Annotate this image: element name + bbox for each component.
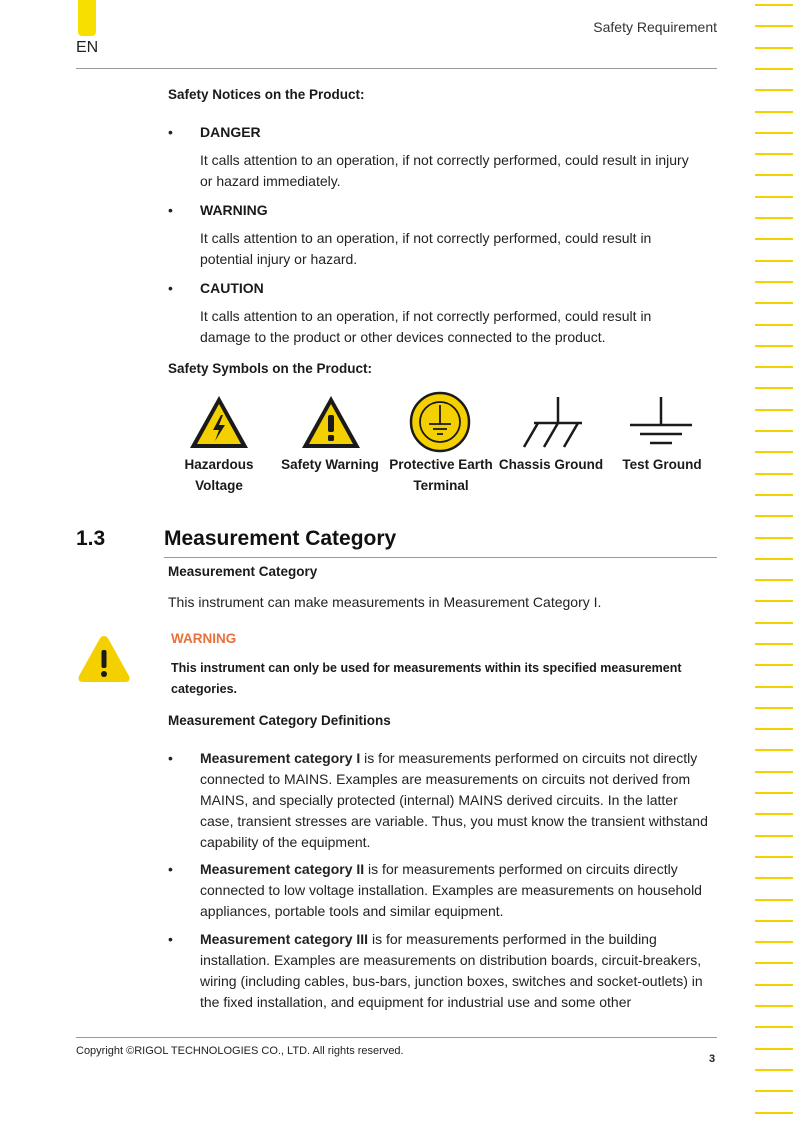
section-divider	[164, 557, 717, 558]
margin-stripe	[755, 515, 793, 517]
margin-stripe	[755, 494, 793, 496]
margin-stripe	[755, 174, 793, 176]
footer-copyright: Copyright ©RIGOL TECHNOLOGIES CO., LTD. All rights reserved.	[76, 1045, 404, 1057]
margin-stripe	[755, 4, 793, 6]
definition-cat-2: Measurement category II is for measurements performed on circuits directly connected to low voltage installation. Examples are measurements on household appliances, portable tools and similar equipment.	[200, 861, 702, 919]
margin-stripe	[755, 409, 793, 411]
margin-stripe	[755, 217, 793, 219]
margin-stripe	[755, 281, 793, 283]
bullet: •	[168, 750, 173, 766]
margin-stripe	[755, 643, 793, 645]
margin-stripe	[755, 707, 793, 709]
symbol-label-safety-warning: Safety Warning	[281, 457, 379, 472]
margin-stripe	[755, 579, 793, 581]
notice-term-danger: DANGER	[200, 124, 261, 140]
warning-label: WARNING	[171, 631, 237, 646]
page-number: 3	[709, 1053, 716, 1065]
notice-term-warning: WARNING	[200, 202, 268, 218]
margin-stripe	[755, 68, 793, 70]
chassis-ground-icon	[518, 395, 584, 451]
margin-stripes	[755, 0, 793, 1122]
margin-stripe	[755, 835, 793, 837]
margin-stripe	[755, 600, 793, 602]
margin-stripe	[755, 728, 793, 730]
protective-earth-icon	[409, 391, 471, 453]
margin-stripe	[755, 324, 793, 326]
margin-stripe	[755, 686, 793, 688]
symbol-label-chassis-ground: Chassis Ground	[498, 457, 604, 472]
safety-warning-icon	[299, 393, 363, 451]
margin-stripe	[755, 132, 793, 134]
bullet: •	[168, 861, 173, 877]
warning-text: This instrument can only be used for measurements within its specified measurement categories.	[171, 661, 682, 696]
margin-stripe	[755, 260, 793, 262]
header-divider	[76, 68, 717, 69]
margin-stripe	[755, 451, 793, 453]
margin-stripe	[755, 1005, 793, 1007]
definition-cat-3: Measurement category III is for measurements performed in the building installation. Examples are measurements on distribution boards, circuit-breakers, wiring (including cables, bus-bars, junction boxes, switches and socket-outlets) in the fixed installation, and equipment for industrial use and some other	[200, 931, 703, 1010]
notice-text-caution: It calls attention to an operation, if not correctly performed, could result in damage to the product or other devices connected to the product.	[200, 308, 652, 345]
definition-term: Measurement category III	[200, 931, 369, 947]
margin-stripe	[755, 366, 793, 368]
margin-stripe	[755, 25, 793, 27]
test-ground-icon	[628, 395, 694, 451]
notice-term-caution: CAUTION	[200, 280, 264, 296]
margin-stripe	[755, 196, 793, 198]
margin-stripe	[755, 47, 793, 49]
margin-stripe	[755, 771, 793, 773]
margin-stripe	[755, 941, 793, 943]
bullet: •	[168, 124, 173, 140]
margin-stripe	[755, 537, 793, 539]
symbol-label-hazardous-voltage: Hazardous Voltage	[184, 457, 254, 493]
bullet: •	[168, 931, 173, 947]
margin-stripe	[755, 962, 793, 964]
symbols-heading: Safety Symbols on the Product:	[168, 361, 373, 376]
warning-triangle-icon	[76, 632, 132, 686]
symbol-label-protective-earth: Protective Earth Terminal	[389, 457, 493, 493]
margin-stripe	[755, 877, 793, 879]
hazardous-voltage-icon	[187, 393, 251, 451]
margin-stripe	[755, 813, 793, 815]
notices-heading: Safety Notices on the Product:	[168, 87, 365, 102]
definition-cat-1: Measurement category I is for measurements performed on circuits not directly connected to MAINS. Examples are measurements on circuits not derived from MAINS, and specially protected (internal) MAINS derived circuits. In the latter case, transient stresses are variable. Thus, you must know the transient withstand capability of the equipment.	[200, 750, 708, 850]
margin-stripe	[755, 1048, 793, 1050]
footer-divider	[76, 1037, 717, 1038]
margin-stripe	[755, 664, 793, 666]
language-label: EN	[76, 39, 99, 56]
margin-stripe	[755, 622, 793, 624]
margin-stripe	[755, 345, 793, 347]
margin-stripe	[755, 1026, 793, 1028]
margin-stripe	[755, 558, 793, 560]
margin-stripe	[755, 856, 793, 858]
margin-stripe	[755, 984, 793, 986]
margin-stripe	[755, 430, 793, 432]
margin-stripe	[755, 920, 793, 922]
margin-stripe	[755, 111, 793, 113]
margin-stripe	[755, 153, 793, 155]
section-title: Measurement Category	[164, 527, 397, 550]
margin-stripe	[755, 387, 793, 389]
notice-text-danger: It calls attention to an operation, if not correctly performed, could result in injury or hazard immediately.	[200, 152, 689, 189]
header-title: Safety Requirement	[593, 19, 717, 35]
margin-stripe	[755, 1112, 793, 1114]
margin-stripe	[755, 238, 793, 240]
definitions-heading: Measurement Category Definitions	[168, 713, 391, 728]
margin-stripe	[755, 302, 793, 304]
bullet: •	[168, 202, 173, 218]
margin-stripe	[755, 89, 793, 91]
margin-stripe	[755, 749, 793, 751]
yellow-corner-tab	[78, 0, 96, 36]
section-intro: This instrument can make measurements in Measurement Category I.	[168, 594, 602, 610]
section-subheading: Measurement Category	[168, 564, 318, 579]
bullet: •	[168, 280, 173, 296]
definition-term: Measurement category II	[200, 861, 365, 877]
margin-stripe	[755, 473, 793, 475]
notice-text-warning: It calls attention to an operation, if not correctly performed, could result in potential injury or hazard.	[200, 230, 652, 267]
symbol-label-test-ground: Test Ground	[622, 457, 702, 472]
margin-stripe	[755, 899, 793, 901]
margin-stripe	[755, 792, 793, 794]
section-number: 1.3	[76, 527, 106, 550]
margin-stripe	[755, 1069, 793, 1071]
definition-term: Measurement category I	[200, 750, 361, 766]
margin-stripe	[755, 1090, 793, 1092]
